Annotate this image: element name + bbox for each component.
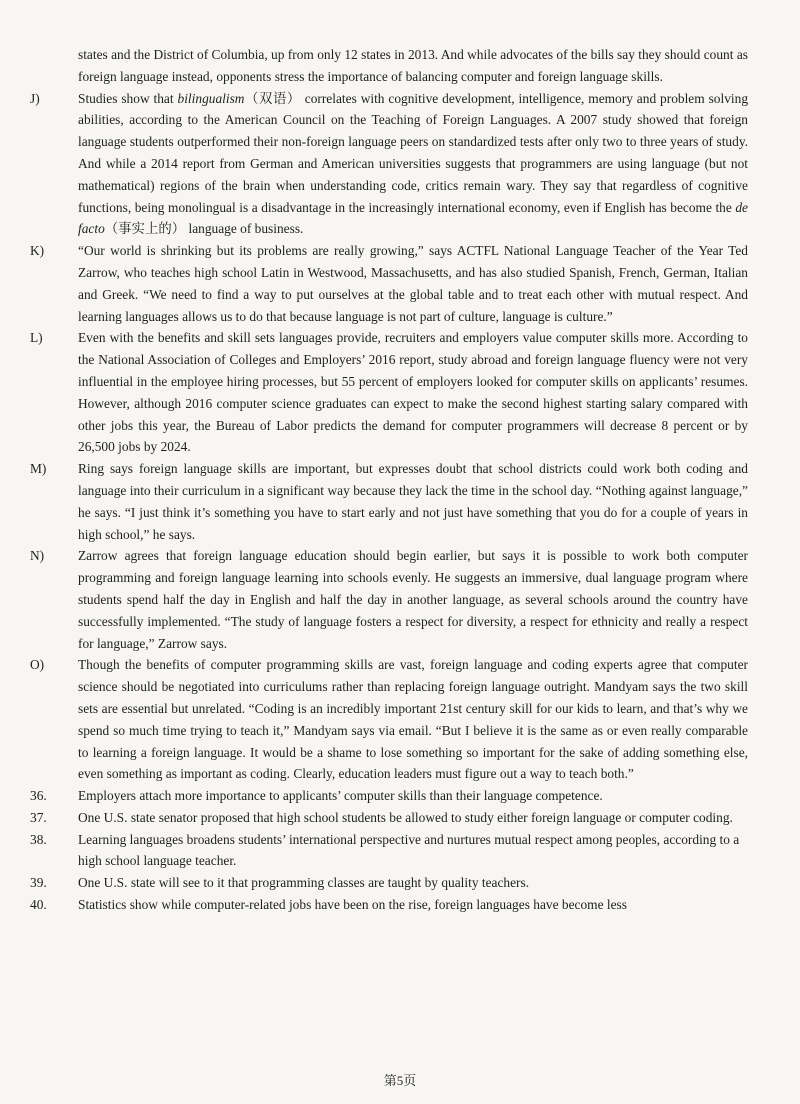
paragraph-text: Though the benefits of computer programming skills are vast, foreign language and coding experts agree that computer science should be negotiated into curriculums rather than replacing foreign language outright. Mandyam says the two skill sets are essential but unrelated. “Coding is an incredibly important 21st century skill for our kids to learn, and that’s why we spend so much time trying to teach it,” Mandyam says via email. “But I believe it is the same as or even really comparable to learning a foreign language. It would be a shame to lose something so important for the sake of adding something else, even something as important as coding. Clearly, education leaders must figure out a way to teach both.”	[78, 657, 748, 782]
paragraph-label: L)	[30, 330, 43, 346]
passage-content	[0, 44, 800, 916]
question-text: Employers attach more importance to applicants’ computer skills than their language competence.	[78, 788, 603, 804]
paragraph-text: Studies show that	[78, 90, 178, 106]
paragraph-label: M)	[30, 461, 47, 477]
paragraph-text: “Our world is shrinking but its problems are really growing,” says ACTFL National Language Teacher of the Year Ted Zarrow, who teaches high school Latin in Westwood, Massachusetts, and has also studied Spanish, French, German, Italian and Greek. “We need to find a way to put ourselves at the global table and to treat each other with mutual respect. And learning languages allows us to do that because language is not part of culture, language is culture.”	[78, 243, 748, 324]
question-text: One U.S. state will see to it that programming classes are taught by quality teachers.	[78, 875, 530, 891]
passage-paragraph	[0, 88, 800, 241]
paragraph-text: states and the District of Columbia, up from only 12 states in 2013. And while advocates of the bills say they should count as foreign language instead, opponents stress the importance of balancing computer and foreign language skills.	[78, 47, 748, 84]
paragraph-text: Ring says foreign language skills are important, but expresses doubt that school districts could work both coding and language into their curriculum in a significant way because they lack the time in the school day. “Nothing against language,” he says. “I just think it’s something you have to start early and not just have something that you do for a couple of years in high school,” he says.	[78, 461, 748, 542]
question-number: 39.	[30, 875, 47, 891]
paragraph-label: N)	[30, 548, 45, 564]
passage-paragraph	[0, 327, 800, 458]
question-list	[0, 785, 800, 916]
passage-paragraph	[0, 458, 800, 545]
question-item	[0, 785, 800, 807]
paragraph-text: （事实上的） language of business.	[104, 221, 304, 237]
passage-paragraph	[0, 654, 800, 785]
passage-paragraphs	[0, 44, 800, 785]
question-number: 40.	[30, 897, 47, 913]
question-item	[0, 829, 800, 873]
page-number: 第5页	[383, 1073, 417, 1088]
question-number: 38.	[30, 831, 47, 847]
question-item	[0, 894, 800, 916]
paragraph-text: （双语） correlates with cognitive development, intelligence, memory and problem solving abilities, according to the American Council on the Teaching of Foreign Languages. A 2007 study showed that foreign language students outperformed their non-foreign language peers on standardized tests after only two to three years of study. And while a 2014 report from German and American universities suggests that programmers are using language (but not mathematical) regions of the brain when understanding code, critics remain wary. They say that regardless of cognitive functions, being monolingual is a disadvantage in the increasingly international economy, even if English has become the	[78, 90, 749, 215]
paragraph-text: Even with the benefits and skill sets languages provide, recruiters and employers value computer skills more. According to the National Association of Colleges and Employers’ 2016 report, study abroad and foreign language fluency were not very influential in the employee hiring processes, but 55 percent of employers looked for computer skills on applicants’ resumes. However, although 2016 computer science graduates can expect to make the second highest starting salary compared with other jobs this year, the Bureau of Labor predicts the demand for computer programmers will decrease 8 percent or by 26,500 jobs by 2024.	[78, 330, 748, 455]
question-text: Learning languages broadens students’ international perspective and nurtures mutual respect among peoples, according to a high school language teacher.	[78, 831, 740, 869]
italic-term: de facto	[78, 199, 748, 237]
question-number: 36.	[30, 788, 47, 804]
passage-paragraph	[0, 545, 800, 654]
question-text: Statistics show while computer-related jobs have been on the rise, foreign languages have become less	[78, 897, 627, 913]
paragraph-text: Zarrow agrees that foreign language education should begin earlier, but says it is possible to work both computer programming and foreign language learning into schools evenly. He suggests an immersive, dual language program where students spend half the day in English and half the day in another language, as several schools around the country have successfully implemented. “The study of language fosters a respect for diversity, a respect for ethnicity and really a respect for language,” Zarrow says.	[78, 548, 748, 651]
italic-term: bilingualism	[177, 90, 245, 106]
question-text: One U.S. state senator proposed that high school students be allowed to study either foreign language or computer coding.	[78, 809, 733, 825]
paragraph-label: J)	[30, 90, 40, 106]
paragraph-label: K)	[30, 243, 45, 259]
question-item	[0, 807, 800, 829]
question-item	[0, 872, 800, 894]
paragraph-label: O)	[30, 657, 45, 673]
question-number: 37.	[30, 809, 47, 825]
passage-paragraph	[0, 240, 800, 327]
passage-paragraph	[0, 44, 800, 88]
